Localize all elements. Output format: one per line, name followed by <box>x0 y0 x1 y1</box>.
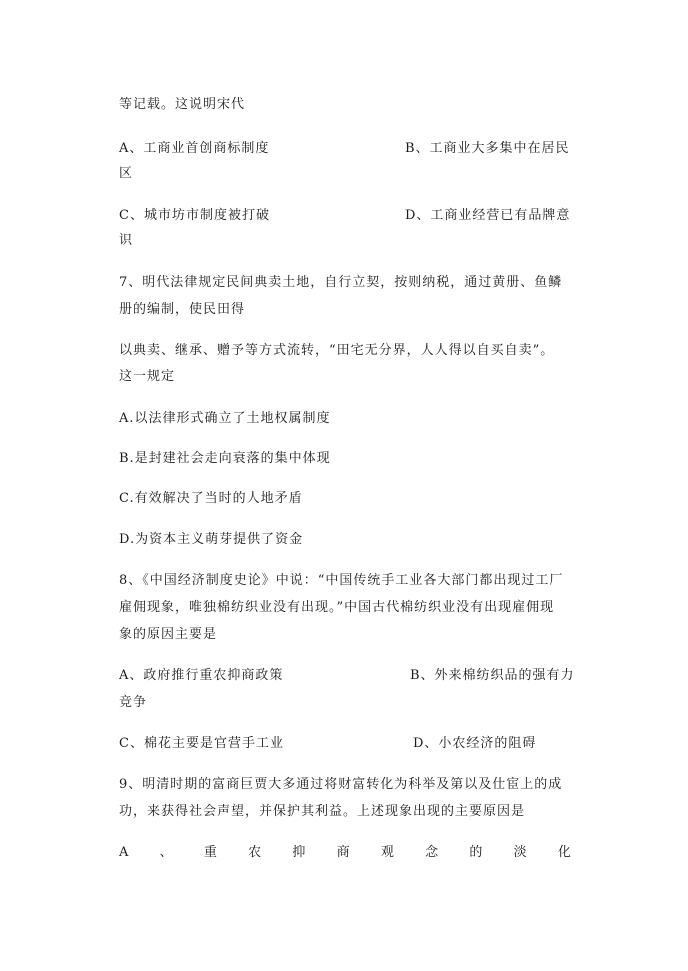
q8-option-b: B、外来棉纺织品的强有力 <box>410 668 575 683</box>
q8-option-c: C、棉花主要是官营手工业 <box>119 736 284 751</box>
q9-option-a-char: 念 <box>425 845 439 860</box>
q7-option-b: B.是封建社会走向衰落的集中体现 <box>119 451 331 466</box>
q6-option-b-continued: 区 <box>119 166 134 181</box>
q9-option-a-char: 的 <box>469 845 483 860</box>
q6-option-d-continued: 识 <box>119 233 134 248</box>
q7-option-a: A.以法律形式确立了土地权属制度 <box>119 411 331 426</box>
text-line: 等记载。这说明宋代 <box>119 97 246 112</box>
q9-option-a-char: 农 <box>248 845 262 860</box>
q9-option-a-char: 观 <box>380 845 394 860</box>
q9-option-a-char: 化 <box>557 845 571 860</box>
q8-stem-line-2: 雇佣现象，唯独棉纺织业没有出现。”中国古代棉纺织业没有出现雇佣现 <box>119 600 555 615</box>
q9-option-a-char: 抑 <box>292 845 306 860</box>
q9-option-a <box>119 844 571 862</box>
q8-stem-line-3: 象的原因主要是 <box>119 627 218 642</box>
q8-option-b-continued: 竞争 <box>119 695 148 710</box>
q7-option-c: C.有效解决了当时的人地矛盾 <box>119 491 303 506</box>
q9-option-a-char: 商 <box>336 845 350 860</box>
q9-stem-line-1: 9、明清时期的富商巨贾大多通过将财富转化为科举及第以及仕宦上的成 <box>119 777 563 792</box>
q9-stem-line-2: 功，来获得社会声望，并保护其利益。上述现象出现的主要原因是 <box>119 804 526 819</box>
q6-option-d: D、工商业经营已有品牌意 <box>405 208 571 223</box>
q7-stem-line-4: 这一规定 <box>119 369 176 384</box>
q8-option-a: A、政府推行重农抑商政策 <box>119 668 284 683</box>
q9-option-a-char: 重 <box>203 845 217 860</box>
q8-stem-line-1: 8、《中国经济制度史论》中说：“中国传统手工业各大部门都出现过工厂 <box>119 573 564 588</box>
q6-option-a: A、工商业首创商标制度 <box>119 141 270 156</box>
q7-stem-line-1: 7、明代法律规定民间典卖土地，自行立契，按则纳税，通过黄册、鱼鳞 <box>119 275 563 290</box>
q7-stem-line-3: 以典卖、继承、赠予等方式流转，“田宅无分界，人人得以自买自卖”。 <box>119 343 555 358</box>
q9-option-a-char: 淡 <box>513 845 527 860</box>
q8-option-d: D、小农经济的阻碍 <box>413 736 537 751</box>
q7-stem-line-2: 册的编制，使民田得 <box>119 302 246 317</box>
q6-option-c: C、城市坊市制度被打破 <box>119 208 270 223</box>
q9-option-a-char: 、 <box>159 845 173 860</box>
q9-option-a-char: A <box>119 845 129 860</box>
q6-option-b: B、工商业大多集中在居民 <box>405 141 570 156</box>
q7-option-d: D.为资本主义萌芽提供了资金 <box>119 532 304 547</box>
